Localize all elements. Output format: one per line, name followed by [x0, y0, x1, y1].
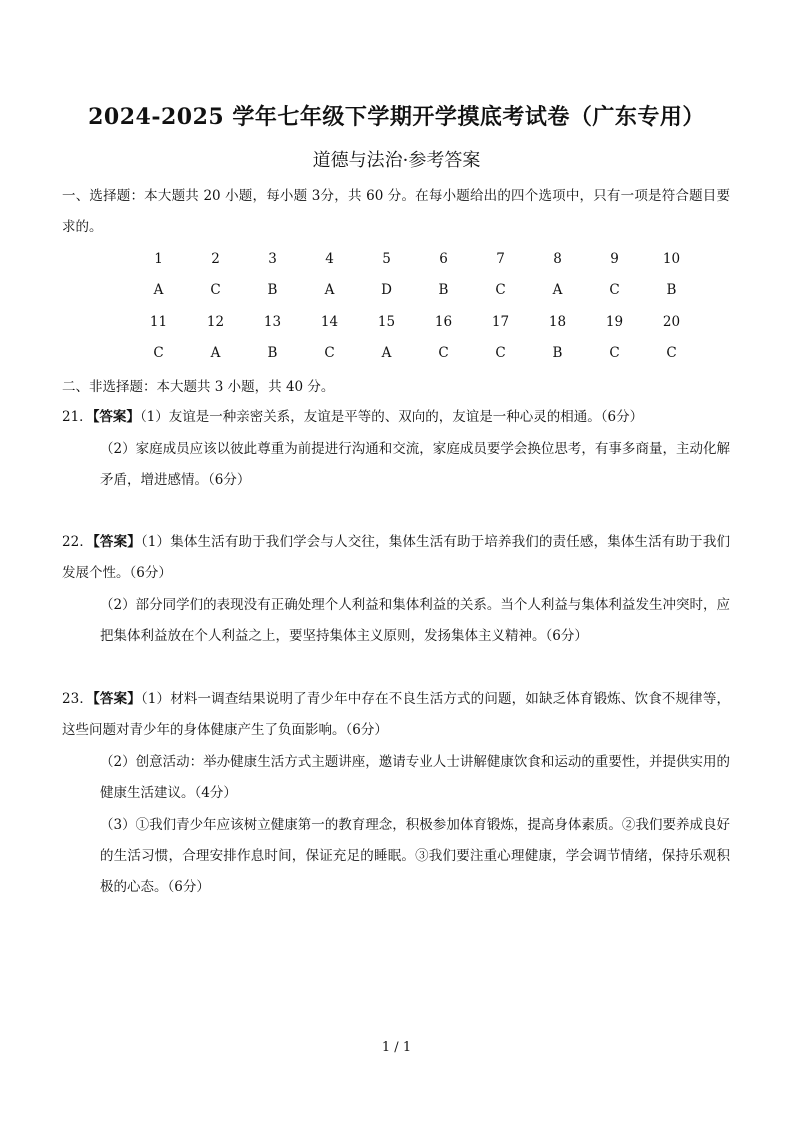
page-number: 1 / 1 [381, 1040, 412, 1055]
question-number: 6 [439, 250, 448, 267]
answer-letter: C [495, 282, 506, 299]
question-number: 2 [211, 250, 220, 267]
answer-part-1: （1）友谊是一种亲密关系，友谊是平等的、双向的，友谊是一种心灵的相通。（6分） [139, 409, 644, 425]
question-number: 22． [62, 534, 93, 550]
answer-tag: 【答案】 [93, 691, 141, 707]
question-number: 19 [605, 313, 624, 330]
answer-letter: C [210, 282, 221, 299]
answer-letter: C [324, 345, 335, 362]
q21-line [62, 402, 730, 433]
page-subtitle: 道德与法治·参考答案 [312, 150, 481, 171]
answer-letter: B [438, 282, 449, 299]
answer-tag: 【答案】 [93, 534, 141, 550]
choice-answer-table [130, 243, 700, 369]
answer-letter: D [381, 282, 392, 299]
question-number: 10 [662, 250, 681, 267]
question-number: 7 [496, 250, 505, 267]
answer-letter: C [609, 282, 620, 299]
question-number: 21． [62, 409, 93, 425]
answer-letter: B [666, 282, 677, 299]
answer-letter: C [666, 345, 677, 362]
answer-letter: C [153, 345, 164, 362]
q21-answer-part-2: （2）家庭成员应该以彼此尊重为前提进行沟通和交流，家庭成员要学会换位思考，有事多商量，主动化解矛盾，增进感情。（6分） [100, 441, 730, 488]
q22-line [62, 527, 730, 589]
answer-letter: A [552, 282, 563, 299]
answer-letter: C [438, 345, 449, 362]
answer-tag: 【答案】 [92, 409, 140, 425]
table-row [130, 338, 700, 370]
question-number: 20 [662, 313, 681, 330]
answer-letter: B [267, 282, 278, 299]
question-number: 18 [548, 313, 567, 330]
question-number: 17 [491, 313, 510, 330]
question-number: 16 [434, 313, 453, 330]
table-row [130, 275, 700, 307]
table-row [130, 243, 700, 275]
section-2-heading: 二、非选择题：本大题共 3 小题，共 40 分。 [62, 379, 335, 395]
table-row [130, 306, 700, 338]
answer-letter: C [609, 345, 620, 362]
question-number: 9 [610, 250, 619, 267]
answer-letter: B [267, 345, 278, 362]
question-number: 23． [62, 691, 93, 707]
answer-letter: A [324, 282, 335, 299]
q23-answer-part-3: （3）①我们青少年应该树立健康第一的教育理念，积极参加体育锻炼，提高身体素质。②我们要养成良好的生活习惯，合理安排作息时间，保证充足的睡眠。③我们要注重心理健康，学会调节情绪，保持乐观积极的心态。（6分） [100, 817, 730, 895]
question-number: 12 [206, 313, 225, 330]
answer-letter: A [210, 345, 221, 362]
question-number: 8 [553, 250, 562, 267]
answer-letter: A [153, 282, 164, 299]
question-number: 3 [268, 250, 277, 267]
question-number: 4 [325, 250, 334, 267]
page-title: 2024-2025 学年七年级下学期开学摸底考试卷（广东专用） [88, 104, 705, 130]
question-number: 13 [263, 313, 282, 330]
answer-letter: C [495, 345, 506, 362]
section-1-heading: 一、选择题：本大题共 20 小题，每小题 3分，共 60 分。在每小题给出的四个选项中，只有一项是符合题目要求的。 [62, 188, 730, 235]
q23-answer-part-2: （2）创意活动：举办健康生活方式主题讲座，邀请专业人士讲解健康饮食和运动的重要性，并提供实用的健康生活建议。（4分） [100, 754, 730, 801]
q22-answer-part-2: （2）部分同学们的表现没有正确处理个人利益和集体利益的关系。当个人利益与集体利益发生冲突时，应把集体利益放在个人利益之上，要坚持集体主义原则，发扬集体主义精神。（6分） [100, 597, 730, 644]
question-number: 5 [382, 250, 391, 267]
question-number: 1 [154, 250, 163, 267]
question-number: 15 [377, 313, 396, 330]
answer-letter: A [381, 345, 392, 362]
answer-part-1: （1）集体生活有助于我们学会与人交往，集体生活有助于培养我们的责任感，集体生活有助于我们发展个性。（6分） [62, 534, 731, 581]
answer-part-1: （1）材料一调查结果说明了青少年中存在不良生活方式的问题，如缺乏体育锻炼、饮食不规律等，这些问题对青少年的身体健康产生了负面影响。（6分） [62, 691, 731, 738]
question-number: 14 [320, 313, 339, 330]
answer-letter: B [552, 345, 563, 362]
question-number: 11 [149, 313, 168, 330]
q23-line [62, 684, 730, 746]
